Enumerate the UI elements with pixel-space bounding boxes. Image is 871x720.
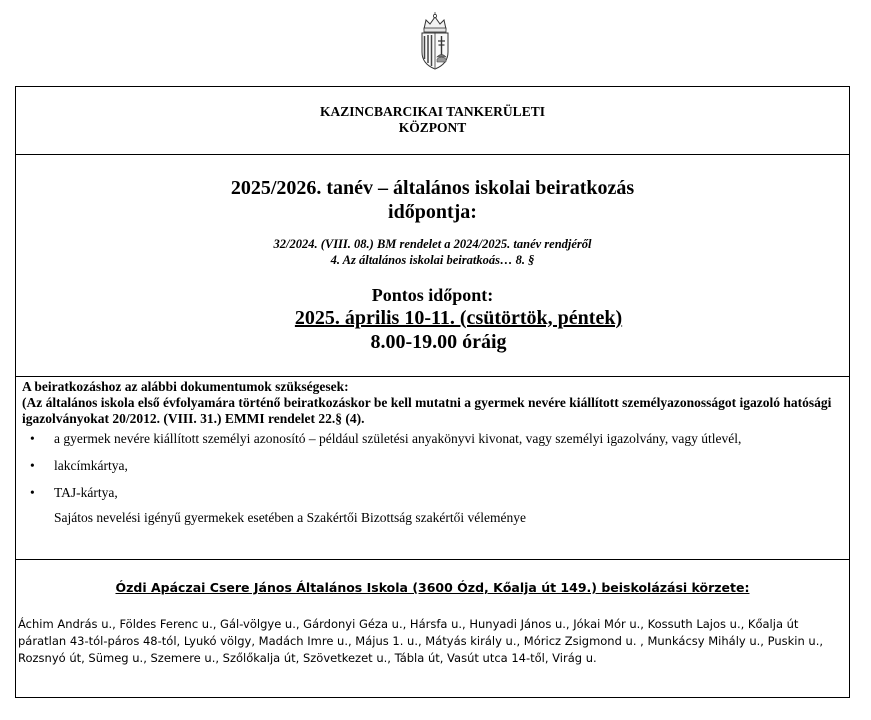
office-header-row	[16, 87, 849, 155]
regulation-reference	[16, 236, 849, 268]
district-office-name	[16, 87, 849, 136]
documents-list	[16, 431, 849, 501]
document-item-text: lakcímkártya,	[54, 458, 128, 473]
documents-heading: A beiratkozáshoz az alábbi dokumentumok szükségesek:	[22, 379, 349, 394]
office-name-line-1: KAZINCBARCIKAI TANKERÜLETI	[320, 104, 545, 119]
document-item-text: a gyermek nevére kiállított személyi azonosító – például születési anyakönyvi kivonat, vagy személyi igazolvány, vagy útlevél,	[54, 431, 742, 446]
list-item	[16, 458, 849, 474]
list-item	[16, 485, 849, 501]
list-item	[16, 431, 849, 447]
hungarian-coat-of-arms-icon	[419, 12, 451, 70]
regulation-line-1: 32/2024. (VIII. 08.) BM rendelet a 2024/2025. tanév rendjéről	[273, 237, 592, 251]
district-streets: Áchim András u., Földes Ferenc u., Gál-völgye u., Gárdonyi Géza u., Hársfa u., Hunyadi János u., Jókai Mór u., Kossuth Lajos u., Kőalja út páratlan 43-tól-páros 48-tól, Lyukó völgy, Madách Imre u., Május 1. u., Mátyás király u., Móricz Zsigmond u. , Munkácsy Mihály u., Puskin u., Rozsnyó út, Sümeg u., Szemere u., Szőlőkalja út, Szövetkezet u., Tábla út, Vasút utca 14-től, Virág u.	[18, 617, 824, 665]
bullet-icon: •	[30, 431, 35, 446]
documents-heading-block	[16, 377, 849, 427]
regulation-line-2: 4. Az általános iskolai beiratkoás… 8. §	[330, 253, 535, 267]
school-district-row	[16, 560, 849, 698]
required-documents-row	[16, 377, 849, 560]
special-needs-note: Sajátos nevelési igényű gyermekek esetében a Szakértői Bizottság szakértői véleménye	[54, 510, 526, 525]
document-item-text: TAJ-kártya,	[54, 485, 118, 500]
enrollment-hours: 8.00-19.00 óráig	[370, 331, 507, 353]
title-line-2: időpontja:	[388, 201, 477, 223]
enrollment-dates: 2025. április 10-11. (csütörtök, péntek)	[294, 307, 623, 329]
enrollment-date-row	[16, 155, 849, 377]
announcement-table	[15, 86, 850, 698]
exact-time-label: Pontos időpont:	[371, 285, 494, 305]
bullet-icon: •	[30, 485, 35, 500]
school-district-title: Ózdi Apáczai Csere János Általános Iskola (3600 Ózd, Kőalja út 149.) beiskolázási körzete:	[115, 580, 750, 595]
documents-note: (Az általános iskola első évfolyamára történő beiratkozáskor be kell mutatni a gyermek nevére kiállított személyazonosságot igazoló hatósági igazolványokat 20/2012. (VIII. 31.) EMMI rendelet 22.§ (4).	[22, 395, 832, 426]
bullet-icon: •	[30, 458, 35, 473]
office-name-line-2: KÖZPONT	[398, 120, 467, 135]
page-title	[16, 155, 849, 224]
title-line-1: 2025/2026. tanév – általános iskolai beiratkozás	[230, 177, 635, 199]
